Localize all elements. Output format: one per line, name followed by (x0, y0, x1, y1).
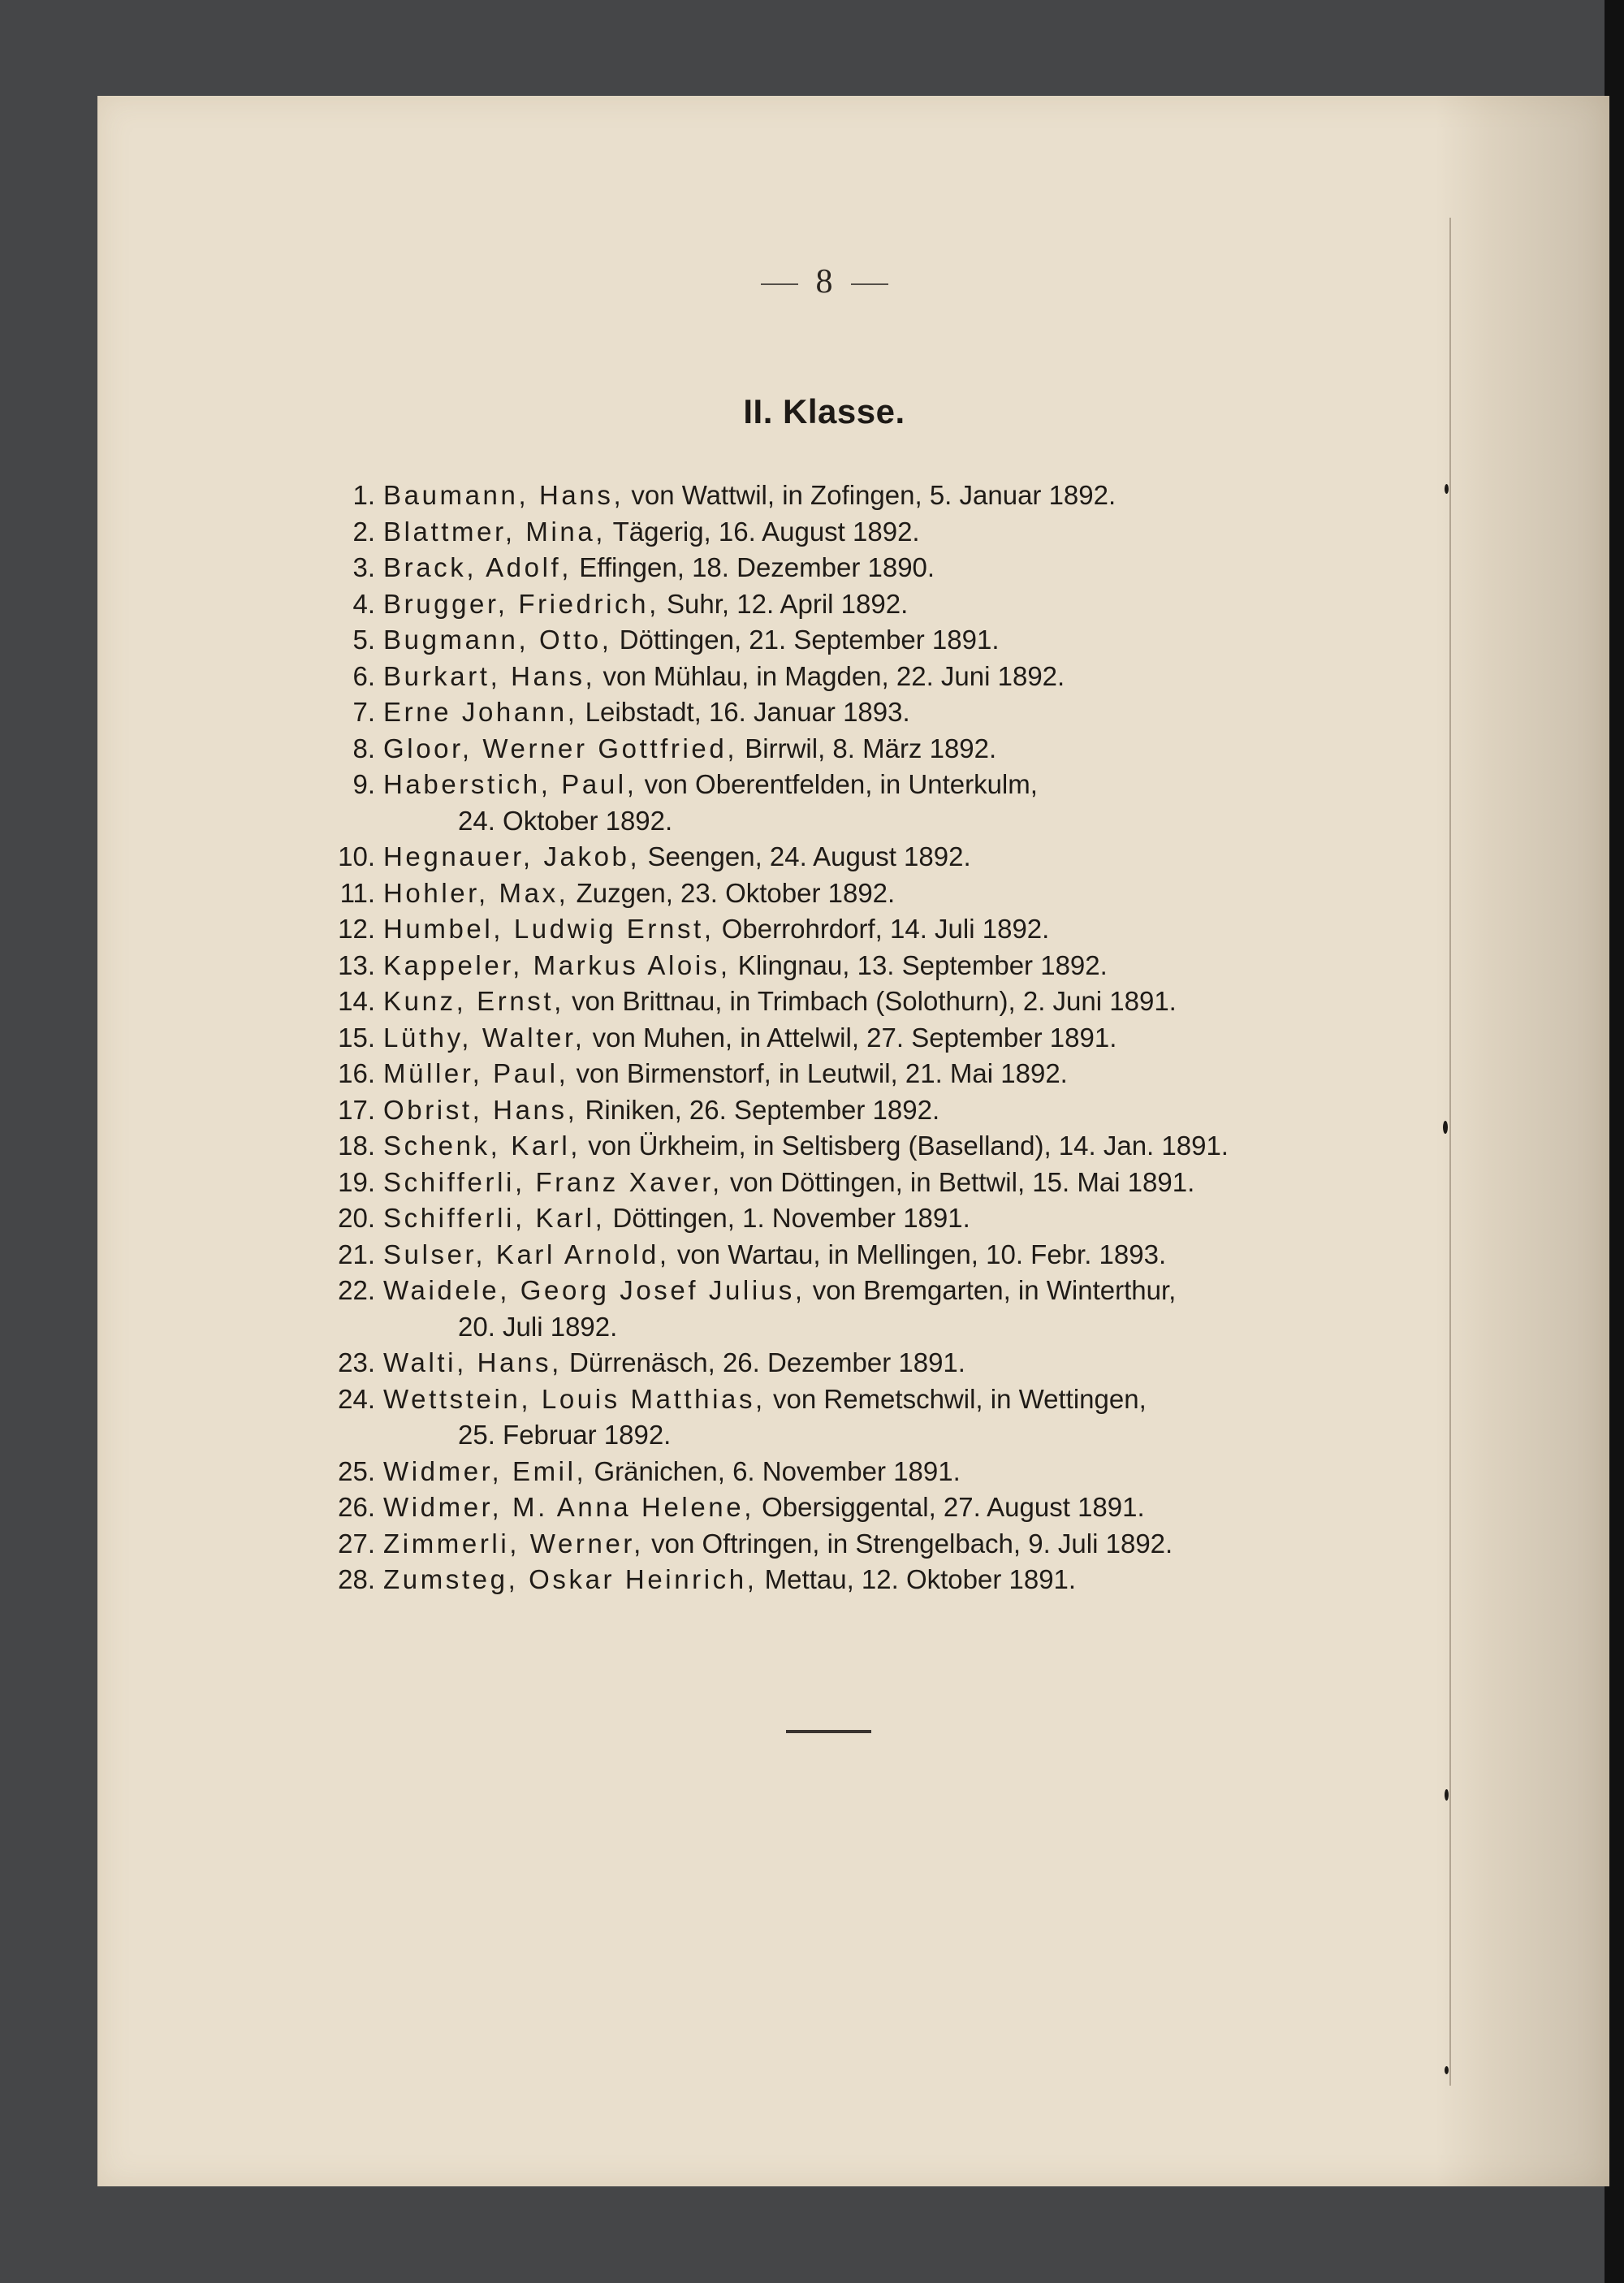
entry-number: 18. (338, 1131, 375, 1161)
entry-body (383, 622, 1429, 659)
entry-body (383, 1562, 1429, 1598)
entry-number: 12. (338, 914, 375, 944)
list-item (292, 911, 1429, 948)
entry-number: 10. (338, 841, 375, 871)
entry-name: Sulser, Karl Arnold, (383, 1239, 670, 1269)
entry-body (383, 1381, 1429, 1454)
entry-body (383, 1490, 1429, 1526)
entry-number: 22. (338, 1275, 375, 1305)
entry-body (383, 984, 1429, 1020)
entry-number: 19. (338, 1166, 375, 1197)
list-item (292, 1454, 1429, 1490)
entry-name: Widmer, Emil, (383, 1455, 587, 1486)
entry-body (383, 839, 1429, 876)
entry-details: Döttingen, 1. November 1891. (605, 1203, 970, 1233)
entry-details: Oberrohrdorf, 14. Juli 1892. (714, 914, 1050, 944)
entry-name: Hohler, Max, (383, 877, 569, 908)
page-number-dash-right (851, 283, 888, 285)
list-item (292, 586, 1429, 623)
entry-number: 13. (338, 949, 375, 980)
list-item (292, 659, 1429, 695)
entry-name: Haberstich, Paul, (383, 769, 637, 799)
entry-details: von Bremgarten, in Winterthur, (805, 1275, 1177, 1305)
list-item (292, 1165, 1429, 1201)
entry-number: 23. (338, 1347, 375, 1377)
entry-name: Baumann, Hans, (383, 480, 624, 510)
entry-name: Zimmerli, Werner, (383, 1528, 644, 1559)
entry-name: Humbel, Ludwig Ernst, (383, 914, 715, 944)
entry-number: 27. (338, 1528, 375, 1559)
entry-body (383, 514, 1429, 551)
entry-number: 14. (338, 986, 375, 1016)
entry-body (383, 1345, 1429, 1381)
entry-details: Zuzgen, 23. Oktober 1892. (568, 877, 896, 908)
entry-name: Waidele, Georg Josef Julius, (383, 1275, 806, 1305)
paper-page (97, 96, 1609, 2186)
student-list (292, 478, 1429, 1598)
entry-number: 28. (338, 1564, 375, 1594)
entry-body (383, 478, 1429, 514)
entry-number: 9. (352, 769, 375, 799)
entry-number: 16. (338, 1058, 375, 1088)
entry-details: Klingnau, 13. September 1892. (730, 949, 1108, 980)
entry-body (383, 948, 1429, 984)
entry-name: Schifferli, Karl, (383, 1203, 606, 1233)
entry-name: Obrist, Hans, (383, 1094, 578, 1125)
entry-continuation: 24. Oktober 1892. (458, 805, 673, 836)
entry-details: Suhr, 12. April 1892. (659, 588, 909, 619)
list-item (292, 948, 1429, 984)
entry-body (383, 694, 1429, 731)
entry-number: 25. (338, 1455, 375, 1486)
entry-details: Obersiggental, 27. August 1891. (754, 1492, 1145, 1522)
entry-name: Schenk, Karl, (383, 1131, 581, 1161)
entry-name: Gloor, Werner Gottfried, (383, 733, 738, 763)
entry-name: Blattmer, Mina, (383, 516, 607, 547)
end-rule (786, 1730, 871, 1733)
entry-details: von Oberentfelden, in Unterkulm, (637, 769, 1038, 799)
entry-body (383, 1454, 1429, 1490)
entry-name: Kappeler, Markus Alois, (383, 949, 731, 980)
list-item (292, 1092, 1429, 1129)
entry-number: 4. (352, 588, 375, 619)
entry-details: von Döttingen, in Bettwil, 15. Mai 1891. (722, 1166, 1195, 1197)
entry-body (383, 767, 1429, 839)
margin-mark (1445, 484, 1449, 494)
list-item (292, 1526, 1429, 1563)
list-item (292, 550, 1429, 586)
list-item (292, 1200, 1429, 1237)
entry-name: Wettstein, Louis Matthias, (383, 1383, 766, 1414)
entry-body (383, 1200, 1429, 1237)
margin-mark (1445, 2066, 1449, 2074)
entry-body (383, 1165, 1429, 1201)
entry-name: Bugmann, Otto, (383, 625, 612, 655)
entry-number: 1. (352, 480, 375, 510)
list-item (292, 1273, 1429, 1345)
entry-details: von Mühlau, in Magden, 22. Juni 1892. (595, 660, 1065, 691)
entry-details: Dürrenäsch, 26. Dezember 1891. (561, 1347, 965, 1377)
fold-line (1449, 218, 1451, 2086)
entry-name: Müller, Paul, (383, 1058, 569, 1088)
entry-body (383, 911, 1429, 948)
entry-name: Schifferli, Franz Xaver, (383, 1166, 723, 1197)
entry-name: Burkart, Hans, (383, 660, 596, 691)
list-item (292, 1237, 1429, 1273)
entry-details: Mettau, 12. Oktober 1891. (757, 1564, 1077, 1594)
entry-body (383, 1056, 1429, 1092)
list-item (292, 876, 1429, 912)
entry-details: von Brittnau, in Trimbach (Solothurn), 2. Juni 1891. (564, 986, 1177, 1016)
entry-number: 2. (352, 516, 375, 547)
entry-body (383, 586, 1429, 623)
entry-details: von Oftringen, in Strengelbach, 9. Juli 1892. (643, 1528, 1173, 1559)
margin-mark (1443, 1121, 1448, 1134)
entry-name: Zumsteg, Oskar Heinrich, (383, 1564, 758, 1594)
entry-body (383, 731, 1429, 767)
entry-name: Walti, Hans, (383, 1347, 562, 1377)
entry-name: Hegnauer, Jakob, (383, 841, 641, 871)
entry-number: 3. (352, 552, 375, 582)
entry-body (383, 1237, 1429, 1273)
list-item (292, 1128, 1429, 1165)
entry-details: von Ürkheim, in Seltisberg (Baselland), 14. Jan. 1891. (581, 1131, 1229, 1161)
entry-details: Tägerig, 16. August 1892. (606, 516, 920, 547)
entry-body (383, 1092, 1429, 1129)
entry-name: Lüthy, Walter, (383, 1022, 585, 1053)
page-number (97, 262, 1551, 301)
entry-name: Erne Johann, (383, 697, 578, 727)
entry-details: von Wartau, in Mellingen, 10. Febr. 1893. (669, 1239, 1167, 1269)
entry-number: 24. (338, 1383, 375, 1414)
entry-name: Brack, Adolf, (383, 552, 572, 582)
entry-continuation: 20. Juli 1892. (458, 1311, 618, 1342)
list-item (292, 984, 1429, 1020)
entry-number: 21. (338, 1239, 375, 1269)
entry-details: von Muhen, in Attelwil, 27. September 1891. (585, 1022, 1117, 1053)
entry-details: Seengen, 24. August 1892. (640, 841, 971, 871)
list-item (292, 622, 1429, 659)
list-item (292, 731, 1429, 767)
list-item (292, 1381, 1429, 1454)
entry-body (383, 876, 1429, 912)
list-item (292, 767, 1429, 839)
entry-details: Effingen, 18. Dezember 1890. (572, 552, 935, 582)
entry-details: von Remetschwil, in Wettingen, (765, 1383, 1147, 1414)
page-number-value: 8 (815, 263, 833, 301)
entry-details: Birrwil, 8. März 1892. (737, 733, 997, 763)
entry-details: von Birmenstorf, in Leutwil, 21. Mai 1892. (568, 1058, 1068, 1088)
list-item (292, 1562, 1429, 1598)
entry-details: Leibstadt, 16. Januar 1893. (577, 697, 910, 727)
margin-mark (1445, 1789, 1449, 1801)
entry-details: Riniken, 26. September 1892. (577, 1094, 940, 1125)
entry-name: Brugger, Friedrich, (383, 588, 659, 619)
entry-name: Kunz, Ernst, (383, 986, 564, 1016)
page-number-dash-left (761, 283, 798, 285)
entry-number: 15. (338, 1022, 375, 1053)
entry-continuation: 25. Februar 1892. (458, 1420, 672, 1450)
entry-body (383, 1128, 1429, 1165)
list-item (292, 1345, 1429, 1381)
entry-number: 5. (352, 625, 375, 655)
entry-body (383, 1273, 1429, 1345)
entry-number: 8. (352, 733, 375, 763)
list-item (292, 1020, 1429, 1057)
entry-body (383, 550, 1429, 586)
entry-number: 11. (339, 877, 375, 908)
entry-body (383, 1526, 1429, 1563)
entry-number: 17. (338, 1094, 375, 1125)
entry-body (383, 659, 1429, 695)
list-item (292, 694, 1429, 731)
entry-body (383, 1020, 1429, 1057)
entry-number: 6. (352, 660, 375, 691)
list-item (292, 514, 1429, 551)
entry-number: 26. (338, 1492, 375, 1522)
entry-details: Gränichen, 6. November 1891. (586, 1455, 961, 1486)
page-title: II. Klasse. (743, 392, 905, 430)
entry-number: 7. (352, 697, 375, 727)
list-item (292, 1056, 1429, 1092)
list-item (292, 839, 1429, 876)
list-item (292, 478, 1429, 514)
entry-name: Widmer, M. Anna Helene, (383, 1492, 754, 1522)
entry-number: 20. (338, 1203, 375, 1233)
entry-details: Döttingen, 21. September 1891. (611, 625, 1000, 655)
list-item (292, 1490, 1429, 1526)
entry-details: von Wattwil, in Zofingen, 5. Januar 1892. (624, 480, 1116, 510)
